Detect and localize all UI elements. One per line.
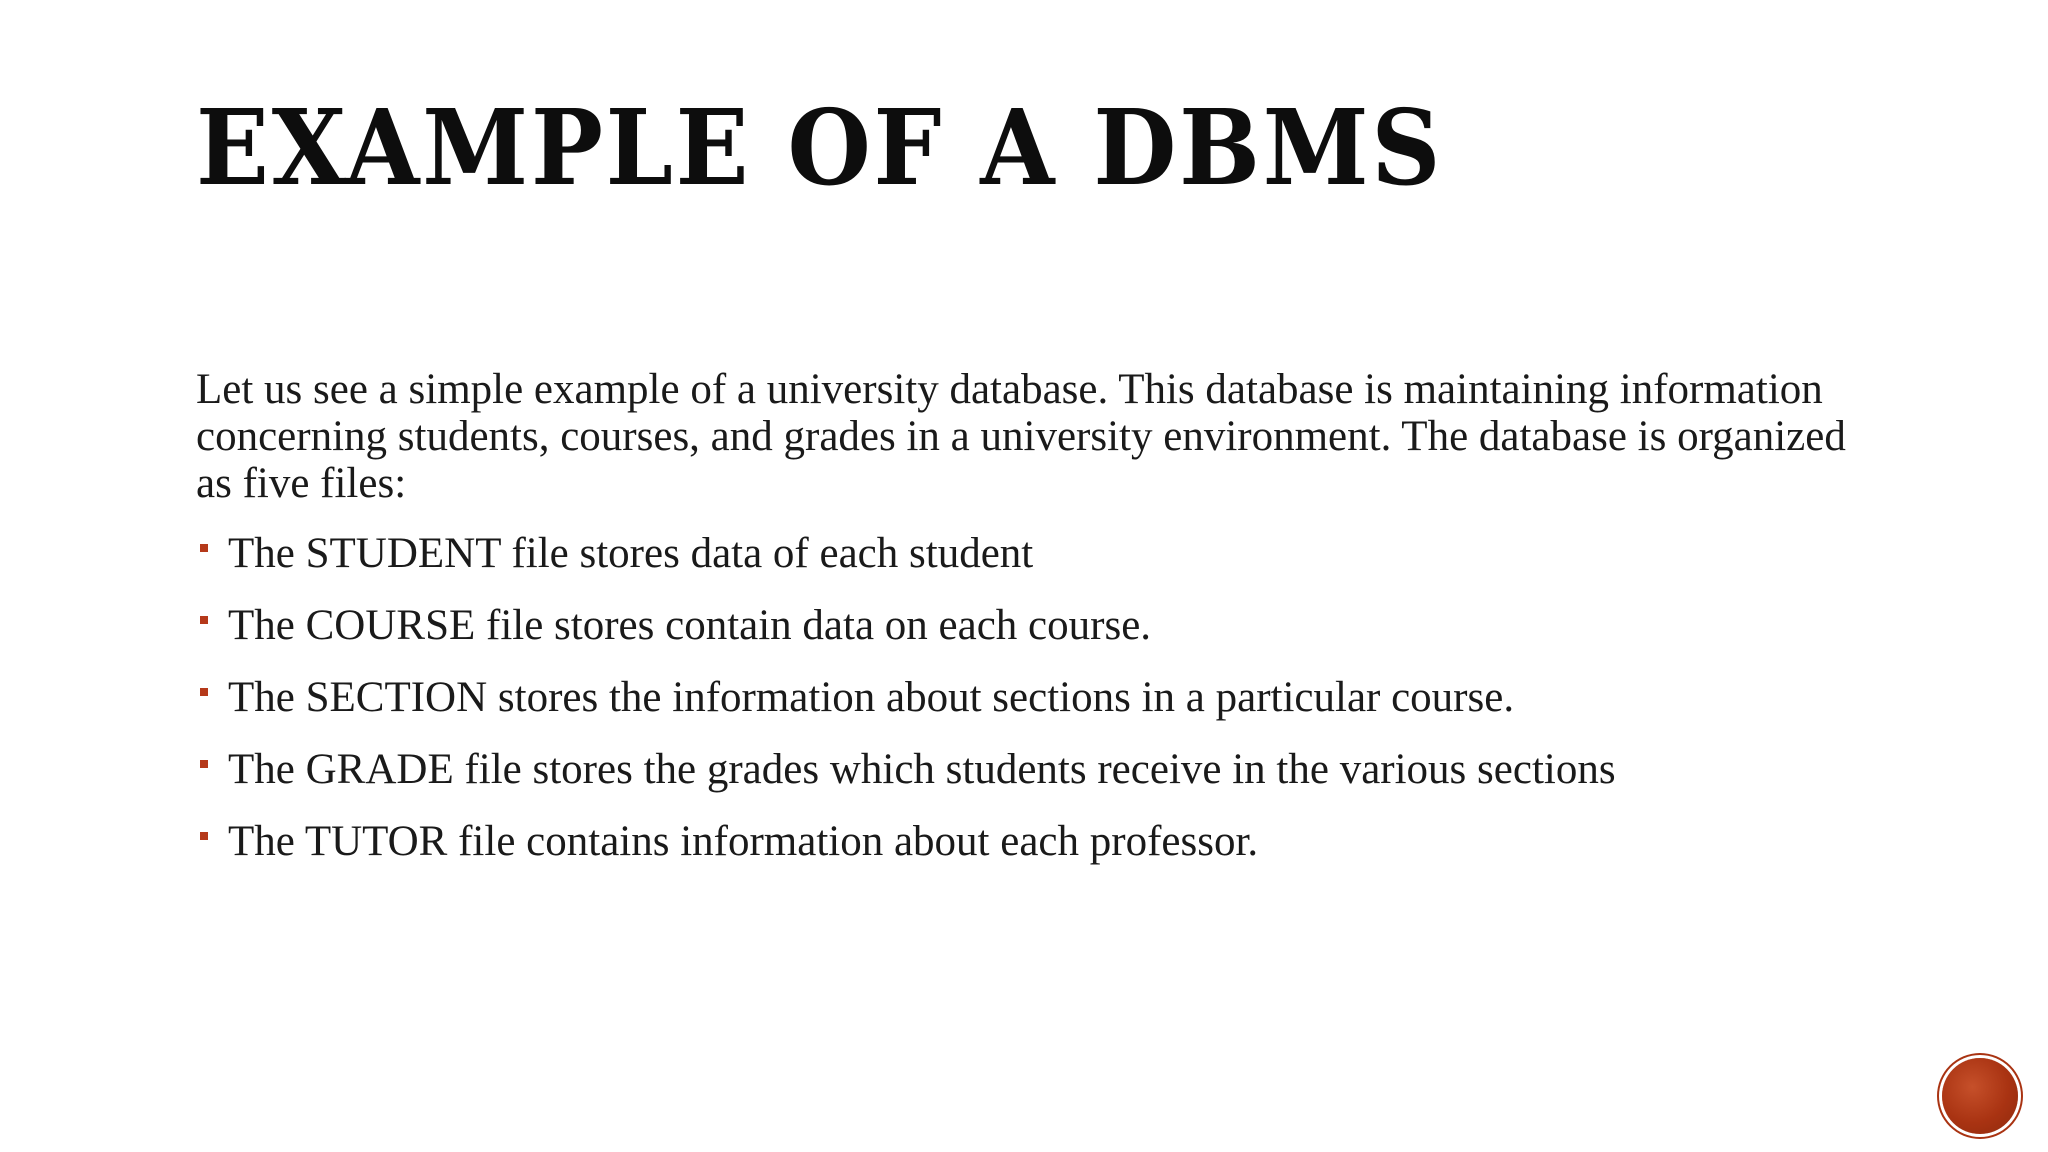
- slide-title: EXAMPLE OF A DBMS: [196, 86, 1444, 209]
- square-bullet-icon: [200, 544, 208, 552]
- bullet-text: The COURSE file stores contain data on each course.: [228, 602, 1152, 649]
- list-item: [196, 529, 1856, 579]
- square-bullet-icon: [200, 616, 208, 624]
- bullet-text: The TUTOR file contains information about each professor.: [228, 818, 1259, 865]
- list-item: [196, 673, 1856, 723]
- list-item: [196, 601, 1856, 651]
- list-item: [196, 745, 1856, 795]
- intro-paragraph: Let us see a simple example of a university database. This database is maintaining information concerning students, courses, and grades in a university environment. The database is organized as five files:: [196, 366, 1846, 507]
- bullet-list: [196, 529, 1856, 867]
- square-bullet-icon: [200, 760, 208, 768]
- bullet-text: The SECTION stores the information about sections in a particular course.: [228, 674, 1515, 721]
- corner-circle-icon: [1942, 1058, 2018, 1134]
- square-bullet-icon: [200, 688, 208, 696]
- bullet-text: The STUDENT file stores data of each student: [228, 530, 1034, 577]
- list-item: [196, 817, 1856, 867]
- slide-body: [196, 366, 1856, 889]
- bullet-text: The GRADE file stores the grades which students receive in the various sections: [228, 746, 1616, 793]
- square-bullet-icon: [200, 832, 208, 840]
